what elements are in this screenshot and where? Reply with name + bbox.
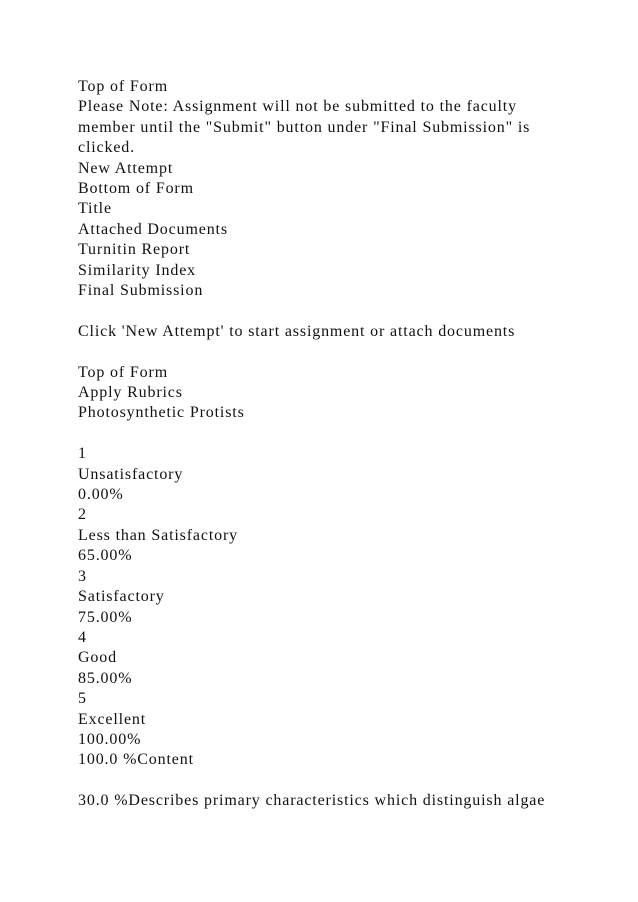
level-label: Unsatisfactory — [78, 465, 184, 483]
criterion-line: 30.0 %Describes primary characteristics which distinguish algae — [78, 792, 546, 810]
level-number: 3 — [78, 567, 87, 585]
column-turnitin-report: Turnitin Report — [78, 241, 191, 259]
note-line-3: clicked. — [78, 139, 135, 157]
level-label: Good — [78, 649, 117, 667]
column-attached-documents: Attached Documents — [78, 220, 228, 238]
document-page — [78, 77, 618, 812]
column-similarity-index: Similarity Index — [78, 261, 197, 279]
note-line-1: Please Note: Assignment will not be submitted to the faculty — [78, 98, 517, 116]
top-of-form-label: Top of Form — [78, 78, 169, 95]
spacer — [78, 301, 618, 321]
spacer — [78, 424, 618, 444]
level-percent: 0.00% — [78, 486, 124, 504]
apply-rubrics-link[interactable]: Apply Rubrics — [78, 384, 183, 402]
column-title: Title — [78, 200, 112, 218]
level-number: 4 — [78, 628, 87, 646]
level-label: Satisfactory — [78, 588, 165, 606]
level-label: Excellent — [78, 710, 147, 728]
note-line-2: member until the "Submit" button under "Final Submission" is — [78, 118, 531, 136]
level-percent: 75.00% — [78, 608, 133, 626]
level-label: Less than Satisfactory — [78, 526, 238, 544]
level-percent: 100.00% — [78, 730, 142, 748]
content-weight-line: 100.0 %Content — [78, 751, 194, 769]
new-attempt-button[interactable]: New Attempt — [78, 159, 174, 177]
level-percent: 65.00% — [78, 547, 133, 565]
spacer — [78, 342, 618, 362]
level-percent: 85.00% — [78, 669, 133, 687]
column-final-submission: Final Submission — [78, 282, 204, 300]
level-number: 1 — [78, 445, 87, 463]
level-number: 2 — [78, 506, 87, 524]
level-number: 5 — [78, 690, 87, 708]
spacer — [78, 771, 618, 791]
rubric-title: Photosynthetic Protists — [78, 404, 245, 422]
instruction-text: Click 'New Attempt' to start assignment or attach documents — [78, 322, 516, 340]
top-of-form-label-2: Top of Form — [78, 363, 169, 381]
bottom-of-form-label: Bottom of Form — [78, 180, 194, 198]
